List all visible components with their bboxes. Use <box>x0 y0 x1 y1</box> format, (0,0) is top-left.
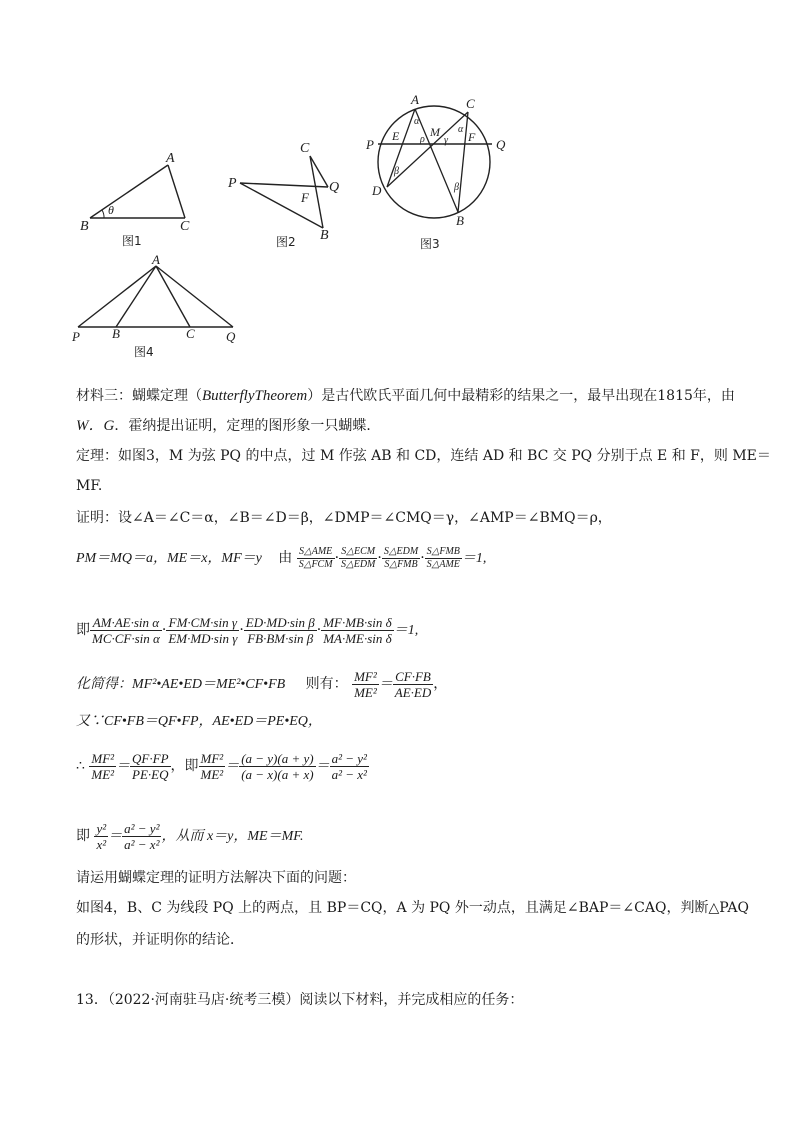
apply-line: 请运用蝴蝶定理的证明方法解决下面的问题： <box>76 870 356 886</box>
therefore-ji: ，即 <box>170 758 199 774</box>
fig4-label-q: Q <box>226 329 236 344</box>
material-intro-suffix: ）是古代欧氏平面几何中最精彩的结果之一，最早出现在1815年，由 <box>307 388 735 404</box>
fig4-label-a: A <box>152 252 160 267</box>
problem-line-2: 的形状，并证明你的结论． <box>76 932 244 948</box>
proof-by: 由 <box>278 550 293 566</box>
material-line-2-text: ．霍纳提出证明，定理的图形象一只蝴蝶． <box>114 418 381 434</box>
figure-4-drawing <box>68 252 248 362</box>
figure-2-drawing <box>228 140 348 250</box>
sine-fraction-4: $\frac{\text{MF·MB·sin δ}}{\text{MA·ME·sin δ}}$ <box>323 614 392 646</box>
fig4-label-b: B <box>112 326 120 341</box>
also-line: 又∵CF•FB＝QF•FP，AE•ED＝PE•EQ， <box>76 714 322 729</box>
simplify-fraction-2: $\frac{CF\cdot FB}{AE\cdot ED}$ <box>394 668 432 700</box>
area-fraction-3: $\frac{\text{S△EDM}}{\text{S△FMB}}$ <box>383 545 419 570</box>
sine-ji: 即 <box>76 622 90 638</box>
therefore-fraction-1: $\frac{\text{MF²}}{\text{ME²}}$ <box>91 750 115 782</box>
fig3-label-b: B <box>456 213 464 228</box>
ratio-ji: 即 <box>76 828 90 844</box>
therefore-fraction-4: $\frac{(a - y)(a + y)}{(a - x)(a + x)}$ <box>241 750 314 782</box>
fig3-label-beta-b: β <box>454 182 459 193</box>
fig2-caption: 图2 <box>276 235 296 249</box>
fig1-caption: 图1 <box>122 234 142 248</box>
fig3-label-d: D <box>372 183 382 198</box>
fig1-label-a: A <box>166 151 175 166</box>
fig2-label-p: P <box>228 176 237 191</box>
fig1-label-theta: θ <box>108 203 114 217</box>
area-fraction-2: $\frac{\text{S△ECM}}{\text{S△EDM}}$ <box>341 545 376 570</box>
fig3-label-gamma: γ <box>444 135 448 146</box>
fig2-label-b: B <box>320 228 329 243</box>
question-13-heading: 13．（2022·河南驻马店·统考三模）阅读以下材料，并完成相应的任务： <box>76 992 524 1008</box>
fig2-label-f: F <box>301 190 309 205</box>
simplify-line <box>76 664 447 705</box>
fig3-label-m: M <box>430 125 440 139</box>
problem-line-1: 如图4，B、C 为线段 PQ 上的两点，且 BP＝CQ，A 为 PQ 外一动点，且满足∠BAP＝∠CAQ，判断△PAQ <box>76 900 749 916</box>
simplify-tail: ， <box>433 676 448 692</box>
therefore-equals-3: ＝ <box>315 759 330 774</box>
simplify-equals: ＝ <box>378 677 393 692</box>
fig3-label-f: F <box>468 130 476 144</box>
material-intro-prefix: 材料三：蝴蝶定理（ <box>76 388 202 404</box>
therefore-fraction-5: $\frac{\text{a² − y²}}{\text{a² − x²}}$ <box>331 750 367 782</box>
fig3-label-q: Q <box>496 137 506 152</box>
simplify-then: 则有： <box>305 676 348 692</box>
fig3-label-rho: ρ <box>420 134 425 145</box>
theorem-line-2: MF. <box>76 478 103 494</box>
proof-line-1: 证明：设∠A＝∠C＝α，∠B＝∠D＝β，∠DMP＝∠CMQ＝γ，∠AMP＝∠BMQ＝ρ， <box>76 510 612 526</box>
fig1-label-c: C <box>180 219 190 234</box>
ratio-line <box>76 814 304 859</box>
therefore-symbol: ∴ <box>76 758 85 774</box>
fig3-label-beta-d: β <box>394 166 399 177</box>
therefore-equals-1: ＝ <box>116 759 131 774</box>
fig3-label-p: P <box>366 137 374 152</box>
sine-equals: ＝1, <box>393 623 419 638</box>
figure-2 <box>228 140 348 250</box>
fig3-label-alpha-c: α <box>458 124 464 135</box>
fig2-label-q: Q <box>329 180 340 195</box>
area-fraction-1: $\frac{\text{S△AME}}{\text{S△FCM}}$ <box>298 545 333 570</box>
sine-fraction-1: $\frac{\text{AM·AE·sin α}}{\text{MC·CF·sin α}}$ <box>92 614 160 646</box>
therefore-equals-2: ＝ <box>225 759 240 774</box>
fig3-label-alpha-a: α <box>414 116 420 127</box>
ratio-conclusion: ，从而 x＝y，ME＝MF. <box>161 829 304 844</box>
simplify-equation: 化简得：MF²•AE•ED＝ME²•CF•FB <box>76 677 286 692</box>
fig2-label-c: C <box>300 141 310 156</box>
figure-3 <box>362 92 522 257</box>
fig3-label-e: E <box>392 129 400 143</box>
fig3-label-a: A <box>411 92 419 107</box>
proof-line-2: PM＝MQ＝a，ME＝x，MF＝y 由 $\frac{\text{S△AME}}{\text{S△FCM}}$ · $\frac{\text{S△ECM}}{\text{S△EDM}}$ · $\frac{\text{S△EDM}}{\text{S△FMB}}$ · $\frac{\text{S△FMB}}{\text{S△AME}}$ ＝1, <box>76 545 487 570</box>
therefore-line <box>76 744 369 789</box>
fig4-label-p: P <box>72 329 80 344</box>
material-line-2 <box>76 416 380 436</box>
therefore-fraction-3: $\frac{\text{MF²}}{\text{ME²}}$ <box>200 750 224 782</box>
fig3-caption: 图3 <box>420 237 440 251</box>
figure-1 <box>80 150 200 250</box>
figure-3-drawing <box>362 92 522 257</box>
area-fraction-4: $\frac{\text{S△FMB}}{\text{S△AME}}$ <box>426 545 460 570</box>
fig3-label-c: C <box>466 96 475 111</box>
material-intro-line <box>76 386 735 406</box>
proof-variables: PM＝MQ＝a，ME＝x，MF＝y <box>76 551 262 566</box>
figure-1-drawing <box>80 150 200 250</box>
therefore-fraction-2: $\frac{QF\cdot FP}{PE\cdot EQ}$ <box>132 750 169 782</box>
sine-line: 即 $\frac{\text{AM·AE·sin α}}{\text{MC·CF·sin α}}$ · $\frac{\text{FM·CM·sin γ}}{\text{EM·MD·sin γ}}$ · $\frac{\text{ED·MD·sin β}}{\text{FB·BM·sin β}}$ · $\frac{\text{MF·MB·sin δ}}{\text{MA·ME·sin δ}}$ ＝1, <box>76 614 419 646</box>
fig4-caption: 图4 <box>134 345 154 359</box>
ratio-fraction-1: $\frac{\text{y²}}{\text{x²}}$ <box>96 820 107 852</box>
ratio-equals: ＝ <box>108 829 123 844</box>
ratio-fraction-2: $\frac{\text{a² − y²}}{\text{a² − x²}}$ <box>124 820 160 852</box>
fig4-label-c: C <box>186 326 195 341</box>
simplify-fraction-1: $\frac{\text{MF²}}{\text{ME²}}$ <box>354 668 377 700</box>
material-author: W．G <box>76 418 115 434</box>
sine-fraction-2: $\frac{\text{FM·CM·sin γ}}{\text{EM·MD·sin γ}}$ <box>168 614 238 646</box>
material-intro-term: ButterflyTheorem <box>202 388 308 404</box>
sine-fraction-3: $\frac{\text{ED·MD·sin β}}{\text{FB·BM·sin β}}$ <box>245 614 315 646</box>
fig1-label-b: B <box>80 219 89 234</box>
theorem-line-1: 定理：如图3，M 为弦 PQ 的中点，过 M 作弦 AB 和 CD，连结 AD 和 BC 交 PQ 分别于点 E 和 F，则 ME＝ <box>76 448 771 464</box>
figure-4 <box>68 252 248 362</box>
area-equals: ＝1, <box>461 551 487 566</box>
